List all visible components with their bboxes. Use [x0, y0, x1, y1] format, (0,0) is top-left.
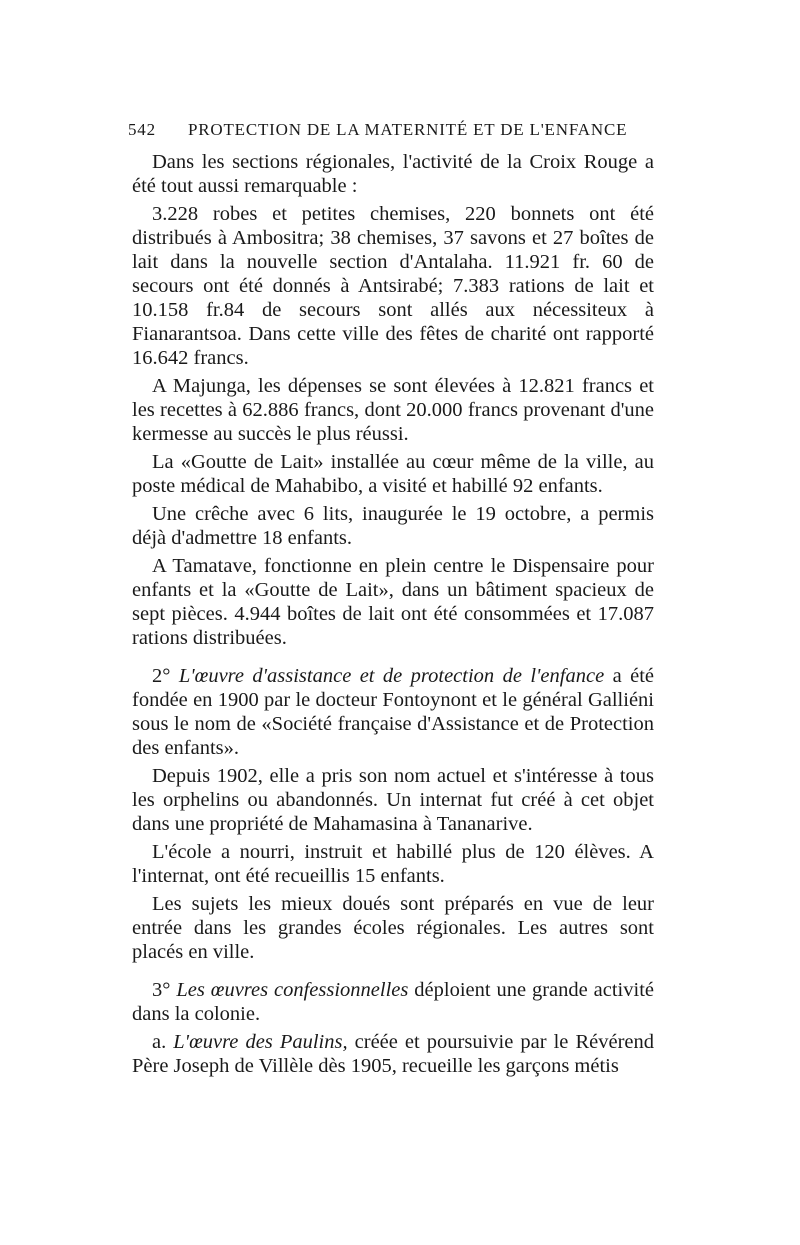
- paragraph: Depuis 1902, elle a pris son nom actuel et s'intéresse à tous les orphelins ou abandonnés. Un internat fut créé à cet objet dans une propriété de Mahamasina à Tananarive.: [132, 765, 654, 835]
- section-heading-italic: L'œuvre des Paulins,: [173, 1031, 348, 1053]
- paragraph: [132, 664, 654, 760]
- paragraph: La «Goutte de Lait» installée au cœur même de la ville, au poste médical de Mahabibo, a visité et habillé 92 enfants.: [132, 451, 654, 497]
- page-number: 542: [128, 120, 156, 139]
- paragraph-text: déploient une grande activité dans la colonie.: [132, 979, 654, 1025]
- paragraph-number: 3°: [152, 979, 177, 1001]
- paragraph: Les sujets les mieux doués sont préparés en vue de leur entrée dans les grandes écoles régionales. Les autres sont placés en ville.: [132, 893, 654, 963]
- section-heading-italic: L'œuvre d'assistance et de protection de l'enfance: [178, 665, 605, 687]
- running-head: [128, 120, 668, 140]
- paragraph: Dans les sections régionales, l'activité de la Croix Rouge a été tout aussi remarquable :: [132, 151, 654, 197]
- paragraph: L'école a nourri, instruit et habillé plus de 120 élèves. A l'internat, ont été recueillis 15 enfants.: [132, 841, 654, 887]
- paragraph: 3.228 robes et petites chemises, 220 bonnets ont été distribués à Ambositra; 38 chemises, 37 savons et 27 boîtes de lait dans la nouvelle section d'Antalaha. 11.921 fr. 60 de secours ont été donnés à Antsirabé; 7.383 rations de lait et 10.158 fr.84 de secours sont allés aux nécessiteux à Fianarantsoa. Dans cette ville des fêtes de charité ont rapporté 16.642 francs.: [132, 203, 654, 369]
- paragraph-text: créée et poursuivie par le Révérend Père Joseph de Villèle dès 1905, recueille les garçons métis: [132, 1031, 654, 1077]
- section-heading-italic: Les œuvres confessionnelles: [176, 979, 409, 1001]
- body-text: [132, 150, 654, 1082]
- paragraph-text: a été fondée en 1900 par le docteur Fontoynont et le général Galliéni sous le nom de «Société française d'Assistance et de Protection des enfants».: [132, 665, 654, 759]
- paragraph: [132, 1030, 654, 1078]
- paragraph-letter: a.: [152, 1031, 174, 1053]
- paragraph: A Tamatave, fonctionne en plein centre le Dispensaire pour enfants et la «Goutte de Lait», dans un bâtiment spacieux de sept pièces. 4.944 boîtes de lait ont été consommées et 17.087 rations distribuées.: [132, 555, 654, 649]
- paragraph: Une crêche avec 6 lits, inaugurée le 19 octobre, a permis déjà d'admettre 18 enfants.: [132, 503, 654, 549]
- paragraph: [132, 978, 654, 1026]
- paragraph: A Majunga, les dépenses se sont élevées à 12.821 francs et les recettes à 62.886 francs, dont 20.000 francs provenant d'une kermesse au succès le plus réussi.: [132, 375, 654, 445]
- paragraph-number: 2°: [152, 665, 179, 687]
- running-title: PROTECTION DE LA MATERNITÉ ET DE L'ENFANCE: [188, 120, 628, 139]
